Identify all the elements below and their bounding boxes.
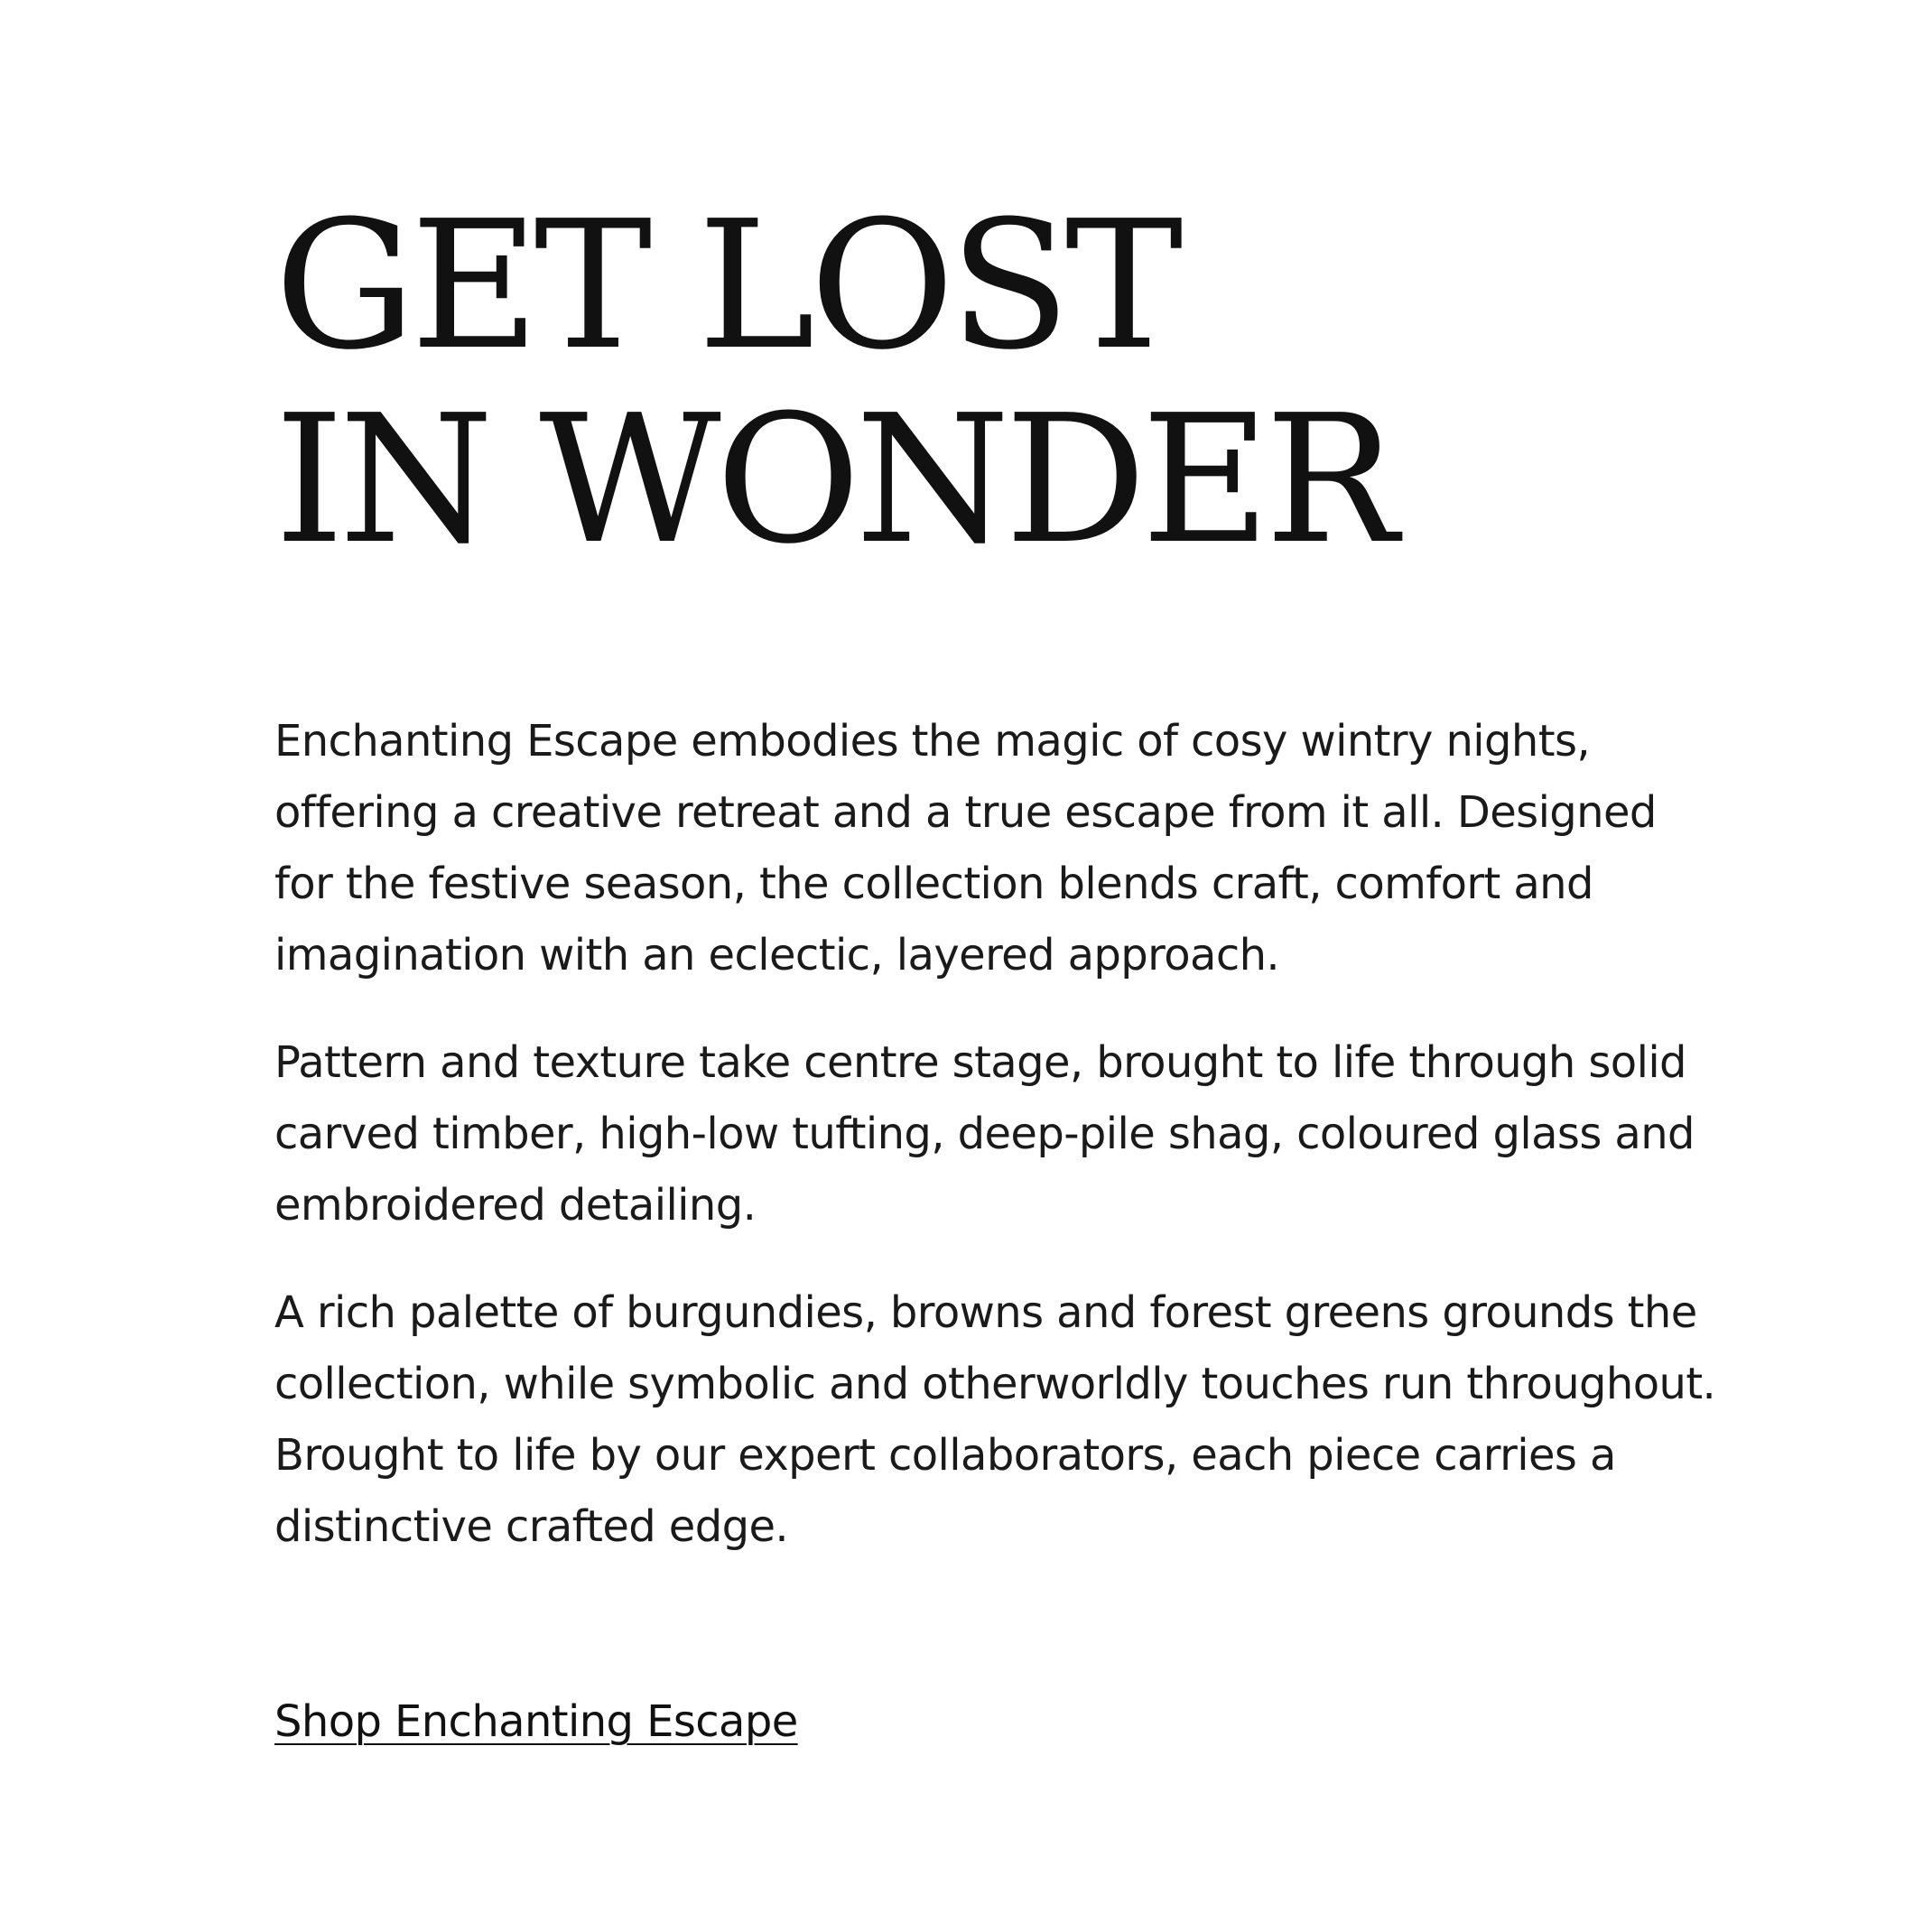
content-section bbox=[274, 183, 1719, 1599]
description-paragraph-3: A rich palette of burgundies, browns and forest greens grounds the collection, while symbolic and otherworldly touches run throughout. Brought to life by our expert collaborators, each piece carries a distinctive crafted edge. bbox=[274, 1287, 1716, 1552]
page-title-line-2: IN WONDER bbox=[274, 377, 1393, 583]
page-title-line-1: GET LOST bbox=[274, 183, 1178, 389]
shop-collection-link[interactable]: Shop Enchanting Escape bbox=[274, 1696, 798, 1747]
description bbox=[274, 706, 1719, 1563]
description-paragraph-1: Enchanting Escape embodies the magic of cosy wintry nights, offering a creative retreat and a true escape from it all. Designed for the festive season, the collection blends craft, comfort and imagination with an eclectic, layered approach. bbox=[274, 716, 1657, 980]
page-title bbox=[274, 183, 1719, 583]
description-paragraph-2: Pattern and texture take centre stage, brought to life through solid carved timber, high-low tufting, deep-pile shag, coloured glass and embroidered detailing. bbox=[274, 1037, 1695, 1231]
